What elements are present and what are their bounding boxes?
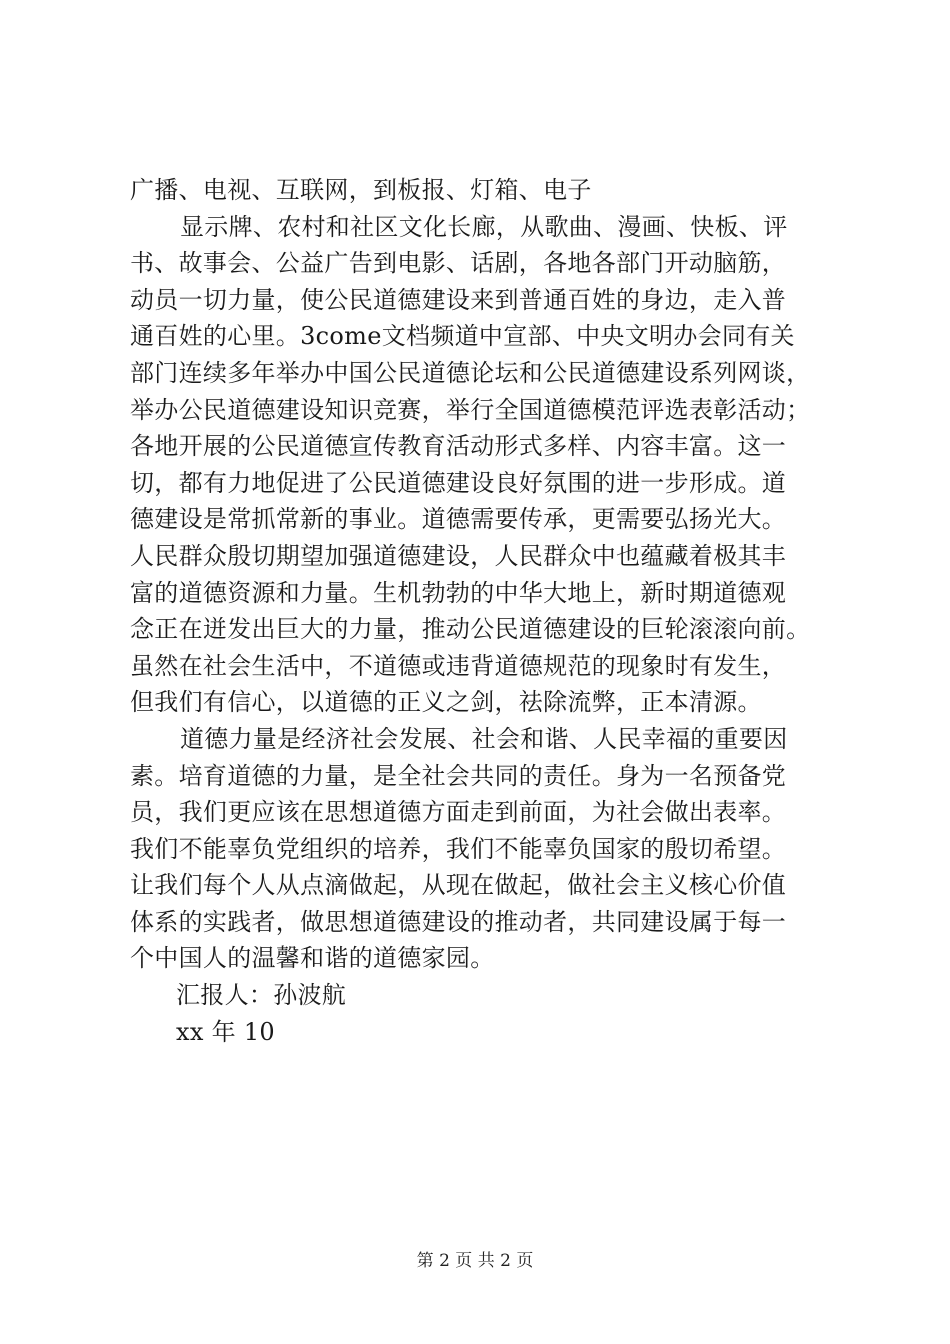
page-number-footer: 第 2 页 共 2 页 [416, 1251, 534, 1271]
text-line: 员，我们更应该在思想道德方面走到前面，为社会做出表率。 [130, 798, 787, 827]
paragraph-start-line: 道德力量是经济社会发展、社会和谐、人民幸福的重要因 [180, 724, 788, 753]
text-line: 但我们有信心，以道德的正义之剑，祛除流弊，正本清源。 [130, 688, 762, 717]
text-line: 广播、电视、互联网，到板报、灯箱、电子 [130, 176, 592, 204]
text-line: 各地开展的公民道德宣传教育活动形式多样、内容丰富。这一 [130, 432, 787, 461]
text-line: 举办公民道德建设知识竞赛，举行全国道德模范评选表彰活动； [130, 395, 811, 424]
text-line: 让我们每个人从点滴做起，从现在做起，做社会主义核心价值 [130, 871, 787, 900]
report-body [130, 172, 830, 1050]
text-line: 人民群众殷切期望加强道德建设，人民群众中也蕴藏着极其丰 [130, 541, 787, 570]
text-line: 虽然在社会生活中，不道德或违背道德规范的现象时有发生， [130, 651, 787, 680]
text-line: 念正在迸发出巨大的力量，推动公民道德建设的巨轮滚滚向前。 [130, 615, 811, 644]
text-line: 部门连续多年举办中国公民道德论坛和公民道德建设系列网谈， [130, 358, 811, 387]
reporter-signature: 汇报人：孙波航 [176, 981, 347, 1010]
text-line: 德建设是常抓常新的事业。道德需要传承，更需要弘扬光大。 [130, 505, 787, 534]
text-line: 动员一切力量，使公民道德建设来到普通百姓的身边，走入普 [130, 285, 787, 314]
text-line: 切，都有力地促进了公民道德建设良好氛围的进一步形成。道 [130, 468, 787, 497]
text-line: 书、故事会、公益广告到电影、话剧，各地各部门开动脑筋， [130, 249, 787, 278]
text-line: 富的道德资源和力量。生机勃勃的中华大地上，新时期道德观 [130, 578, 787, 607]
text-line: 通百姓的心里。3come文档频道中宣部、中央文明办会同有关 [130, 322, 795, 351]
text-line: 我们不能辜负党组织的培养，我们不能辜负国家的殷切希望。 [130, 834, 787, 863]
text-line: 素。培育道德的力量，是全社会共同的责任。身为一名预备党 [130, 761, 787, 790]
text-line: 个中国人的温馨和谐的道德家园。 [130, 944, 495, 973]
paragraph-start-line: 显示牌、农村和社区文化长廊，从歌曲、漫画、快板、评 [180, 212, 788, 241]
report-date: xx 年 10 [176, 1017, 275, 1046]
text-line: 体系的实践者，做思想道德建设的推动者，共同建设属于每一 [130, 907, 787, 936]
